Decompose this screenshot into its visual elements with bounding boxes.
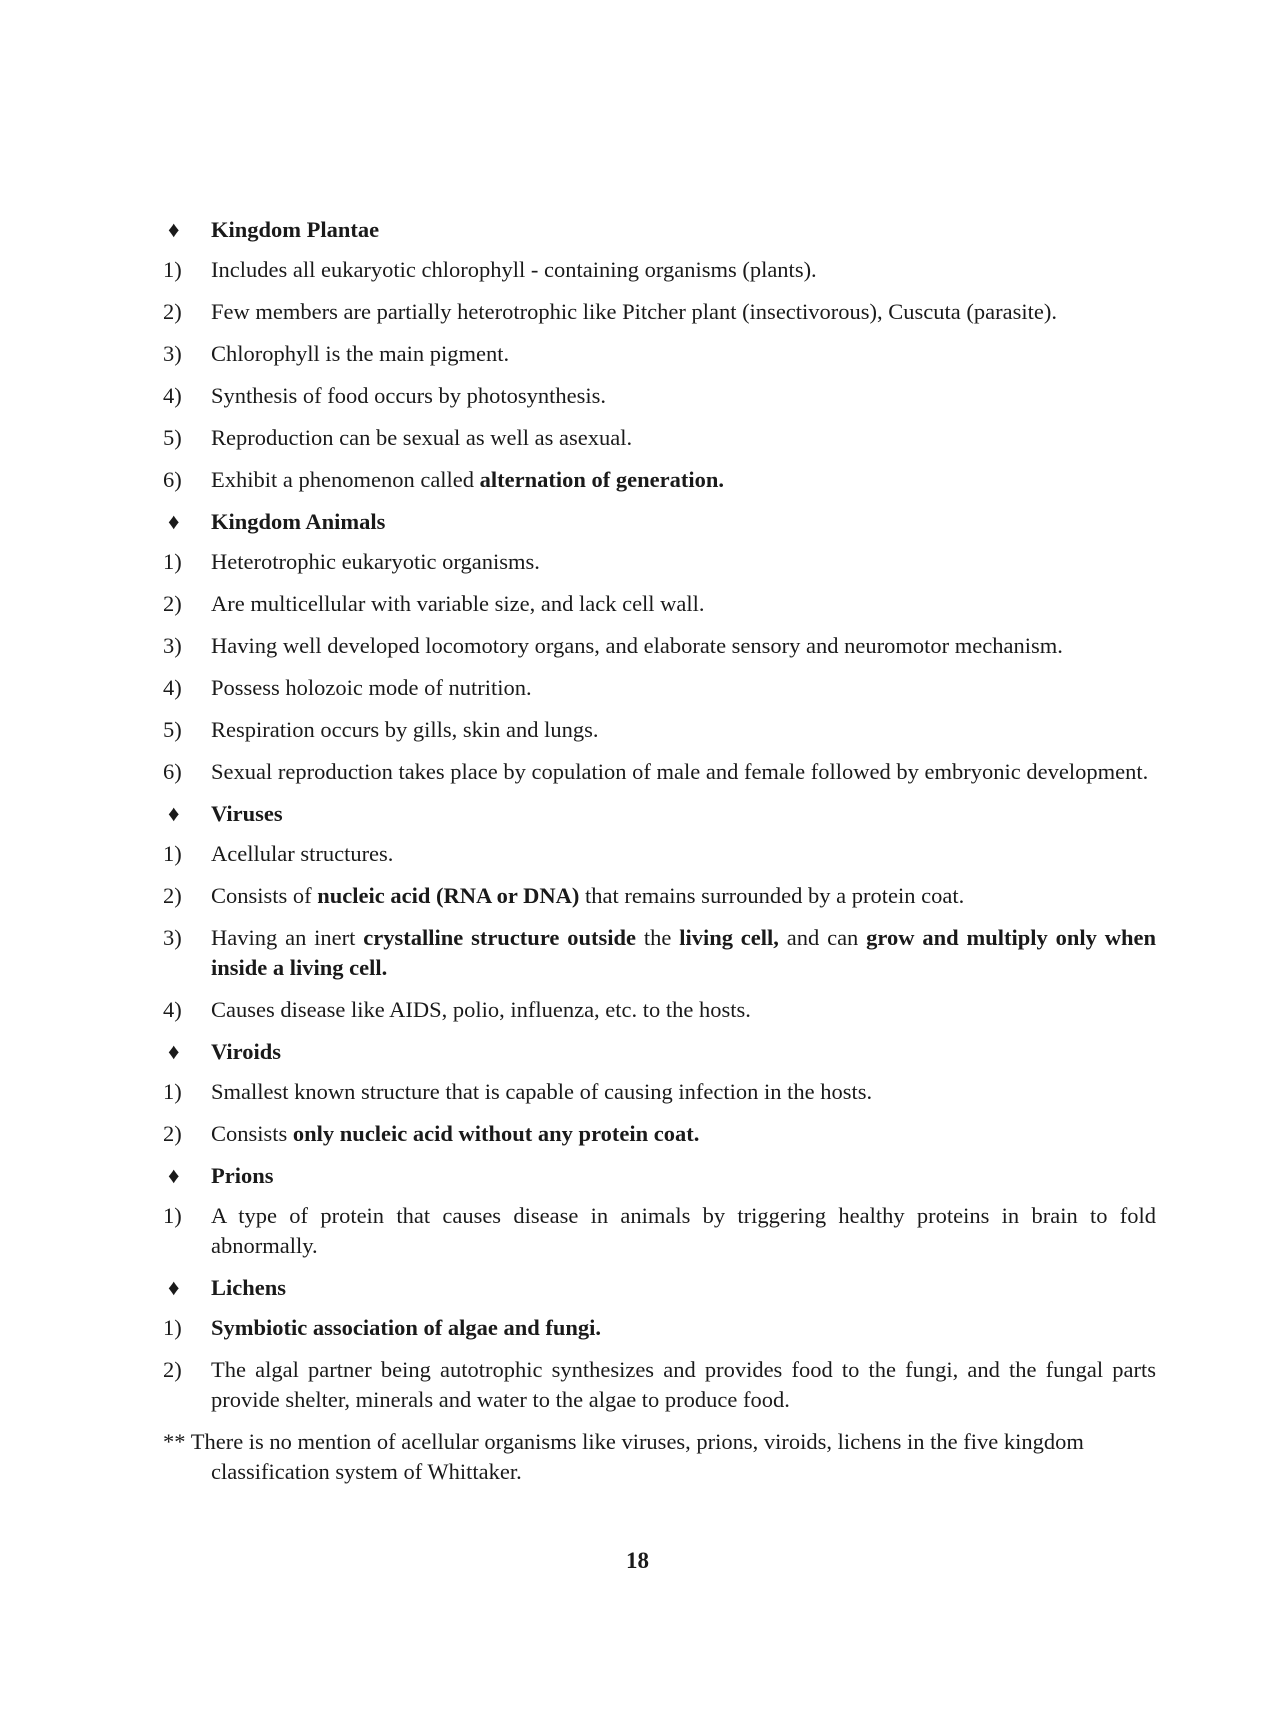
item-text: Acellular structures.: [211, 841, 394, 866]
list-item: [163, 297, 1156, 327]
text-span: Consists of: [211, 883, 318, 908]
diamond-bullet-icon: ♦: [168, 1039, 180, 1064]
diamond-bullet-icon: ♦: [168, 801, 180, 826]
item-text: [211, 881, 1156, 911]
item-number: 2): [163, 591, 182, 616]
bold-text: crystalline structure outside: [363, 925, 636, 950]
list-item: [163, 757, 1156, 787]
item-text: Respiration occurs by gills, skin and lungs.: [211, 717, 599, 742]
item-number: 6): [163, 759, 182, 784]
heading-text: Lichens: [211, 1275, 287, 1300]
item-text: Chlorophyll is the main pigment.: [211, 341, 510, 366]
item-number: 5): [163, 425, 182, 450]
bold-text: nucleic acid (RNA or DNA): [317, 883, 580, 908]
list-item: [163, 631, 1156, 661]
item-text: [211, 923, 1156, 983]
item-number: 1): [163, 257, 182, 282]
item-text: Possess holozoic mode of nutrition.: [211, 675, 532, 700]
text-span: that remains surrounded by a protein coat.: [579, 883, 965, 908]
item-number: 4): [163, 675, 182, 700]
item-number: 4): [163, 997, 182, 1022]
bold-text: only nucleic acid without any protein coat.: [292, 1121, 700, 1146]
list-item: [163, 881, 1156, 911]
section-heading-viruses: [163, 799, 1156, 829]
item-text: Are multicellular with variable size, and lack cell wall.: [211, 591, 705, 616]
item-number: 3): [163, 633, 182, 658]
diamond-bullet-icon: ♦: [168, 217, 180, 242]
item-number: 2): [163, 1357, 182, 1382]
heading-text: Kingdom Plantae: [211, 217, 380, 242]
item-text: Causes disease like AIDS, polio, influenza, etc. to the hosts.: [211, 997, 751, 1022]
list-item: [163, 1201, 1156, 1261]
bold-text: living cell,: [679, 925, 779, 950]
footnote: [163, 1427, 1156, 1487]
heading-text: Viruses: [211, 801, 283, 826]
list-item: [163, 1355, 1156, 1415]
item-text: Smallest known structure that is capable of causing infection in the hosts.: [211, 1079, 873, 1104]
item-number: 1): [163, 1079, 182, 1104]
page-number: 18: [626, 1548, 649, 1573]
diamond-bullet-icon: ♦: [168, 509, 180, 534]
list-item: [163, 547, 1156, 577]
section-heading-prions: [163, 1161, 1156, 1191]
list-item: [163, 339, 1156, 369]
footnote-line-2: classification system of Whittaker.: [211, 1459, 522, 1484]
section-heading-lichens: [163, 1273, 1156, 1303]
item-number: 1): [163, 1315, 182, 1340]
list-item: [163, 673, 1156, 703]
diamond-bullet-icon: ♦: [168, 1163, 180, 1188]
list-item: [163, 923, 1156, 983]
list-item: [163, 423, 1156, 453]
section-heading-viroids: [163, 1037, 1156, 1067]
section-heading-animals: [163, 507, 1156, 537]
item-number: 6): [163, 467, 182, 492]
item-text: Synthesis of food occurs by photosynthesis.: [211, 383, 606, 408]
item-number: 1): [163, 1203, 182, 1228]
diamond-bullet-icon: ♦: [168, 1275, 180, 1300]
text-span: and can: [778, 925, 867, 950]
heading-text: Viroids: [211, 1039, 282, 1064]
heading-text: Prions: [211, 1163, 274, 1188]
item-text: The algal partner being autotrophic synthesizes and provides food to the fungi, and the fungal parts provide shelter, minerals and water to the algae to produce food.: [211, 1357, 1156, 1412]
list-item: [163, 1077, 1156, 1107]
list-item: [163, 715, 1156, 745]
bold-text: Symbiotic association of algae and fungi.: [211, 1315, 602, 1340]
item-text: [211, 1313, 1156, 1343]
item-number: 5): [163, 717, 182, 742]
bold-text: grow and multiply only when inside a living cell.: [211, 925, 1156, 980]
item-number: 1): [163, 549, 182, 574]
footnote-line-1: ** There is no mention of acellular organisms like viruses, prions, viroids, lichens in the five kingdom: [163, 1429, 1084, 1454]
item-text: A type of protein that causes disease in animals by triggering healthy proteins in brain to fold abnormally.: [211, 1203, 1156, 1258]
list-item: [163, 839, 1156, 869]
list-item: [163, 995, 1156, 1025]
item-text: Reproduction can be sexual as well as asexual.: [211, 425, 633, 450]
list-item: [163, 1313, 1156, 1343]
text-span: the: [636, 925, 680, 950]
item-text: [211, 1119, 1156, 1149]
heading-text: Kingdom Animals: [211, 509, 386, 534]
text-span: Exhibit a phenomenon called: [211, 467, 480, 492]
item-number: 2): [163, 883, 182, 908]
item-text: Few members are partially heterotrophic like Pitcher plant (insectivorous), Cuscuta (parasite).: [211, 299, 1057, 324]
item-text: Sexual reproduction takes place by copulation of male and female followed by embryonic development.: [211, 759, 1149, 784]
list-item: [163, 381, 1156, 411]
item-number: 1): [163, 841, 182, 866]
item-text: Includes all eukaryotic chlorophyll - containing organisms (plants).: [211, 257, 817, 282]
list-item: [163, 589, 1156, 619]
section-heading-plantae: [163, 215, 1156, 245]
item-number: 3): [163, 341, 182, 366]
item-text: Having well developed locomotory organs, and elaborate sensory and neuromotor mechanism.: [211, 633, 1063, 658]
text-span: Having an inert: [211, 925, 364, 950]
list-item: [163, 1119, 1156, 1149]
page-content: [163, 215, 1156, 1487]
item-text: Heterotrophic eukaryotic organisms.: [211, 549, 540, 574]
text-span: Consists: [211, 1121, 293, 1146]
item-number: 3): [163, 925, 182, 950]
item-text: [211, 465, 1156, 495]
bold-text: alternation of generation.: [479, 467, 725, 492]
item-number: 2): [163, 1121, 182, 1146]
list-item: [163, 465, 1156, 495]
list-item: [163, 255, 1156, 285]
item-number: 4): [163, 383, 182, 408]
item-number: 2): [163, 299, 182, 324]
